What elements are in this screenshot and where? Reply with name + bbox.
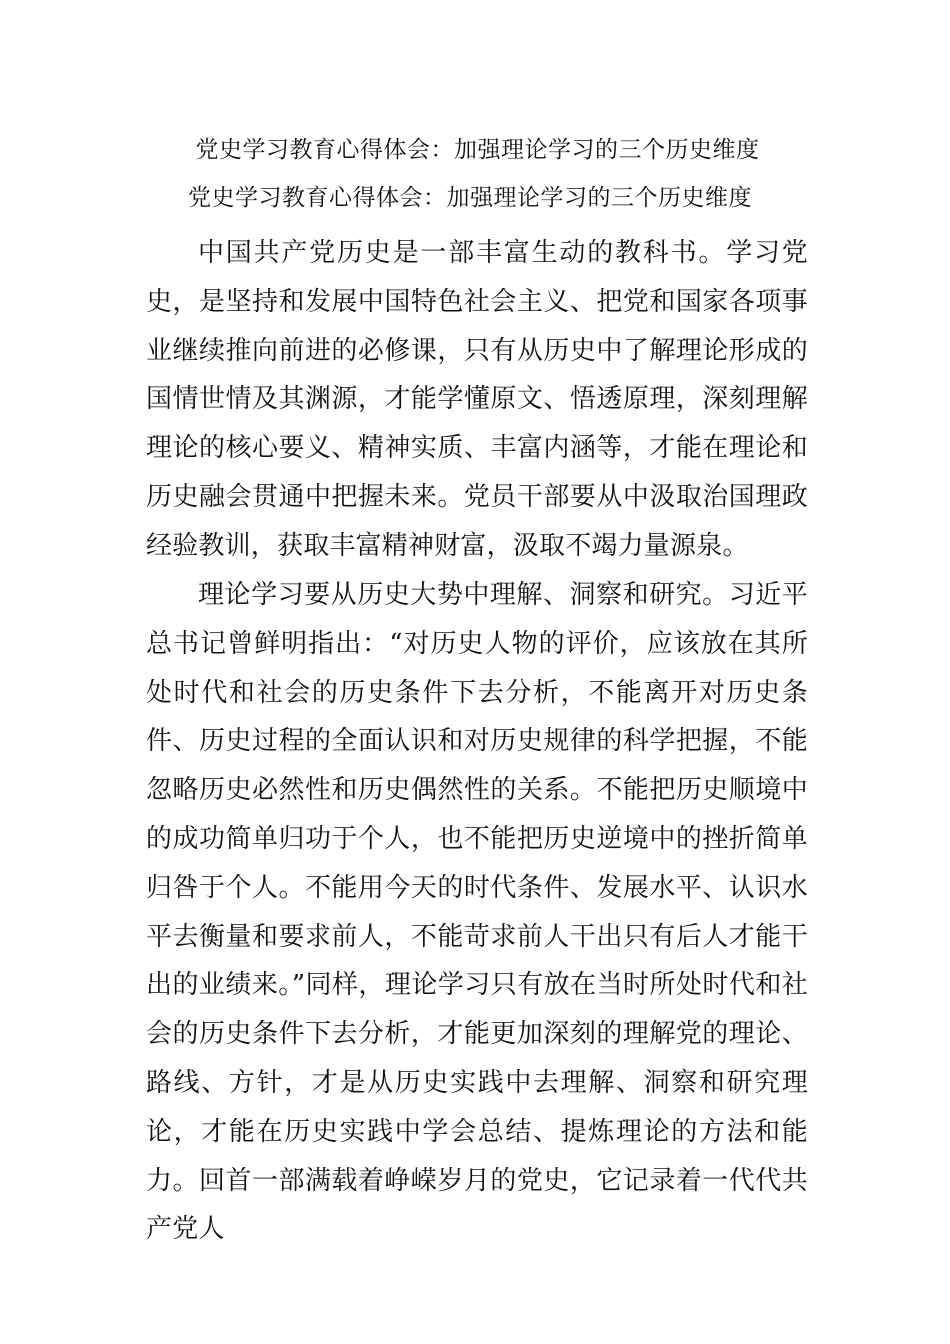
body-paragraph: 理论学习要从历史大势中理解、洞察和研究。习近平总书记曾鲜明指出：“对历史人物的评价，应该放在其所处时代和社会的历史条件下去分析，不能离开对历史条件、历史过程的全面认识和对历史规律的科学把握，不能忽略历史必然性和历史偶然性的关系。不能把历史顺境中的成功简单归功于个人，也不能把历史逆境中的挫折简单归咎于个人。不能用今天的时代条件、发展水平、认识水平去衡量和要求前人，不能苛求前人干出只有后人才能干出的业绩来。”同样，理论学习只有放在当时所处时代和社会的历史条件下去分析，才能更加深刻的理解党的理论、路线、方针，才是从历史实践中去理解、洞察和研究理论，才能在历史实践中学会总结、提炼理论的方法和能力。回首一部满载着峥嵘岁月的党史，它记录着一代代共产党人 [146,580,808,1245]
body-paragraph: 中国共产党历史是一部丰富生动的教科书。学习党史，是坚持和发展中国特色社会主义、把党和国家各项事业继续推向前进的必修课，只有从历史中了解理论形成的国情世情及其渊源，才能学懂原文、悟透原理，深刻理解理论的核心要义、精神实质、丰富内涵等，才能在理论和历史融会贯通中把握未来。党员干部要从中汲取治国理政经验教训，获取丰富精神财富，汲取不竭力量源泉。 [146,238,808,561]
document-title: 党史学习教育心得体会：加强理论学习的三个历史维度 [195,137,760,163]
document-subtitle: 党史学习教育心得体会：加强理论学习的三个历史维度 [188,185,752,211]
